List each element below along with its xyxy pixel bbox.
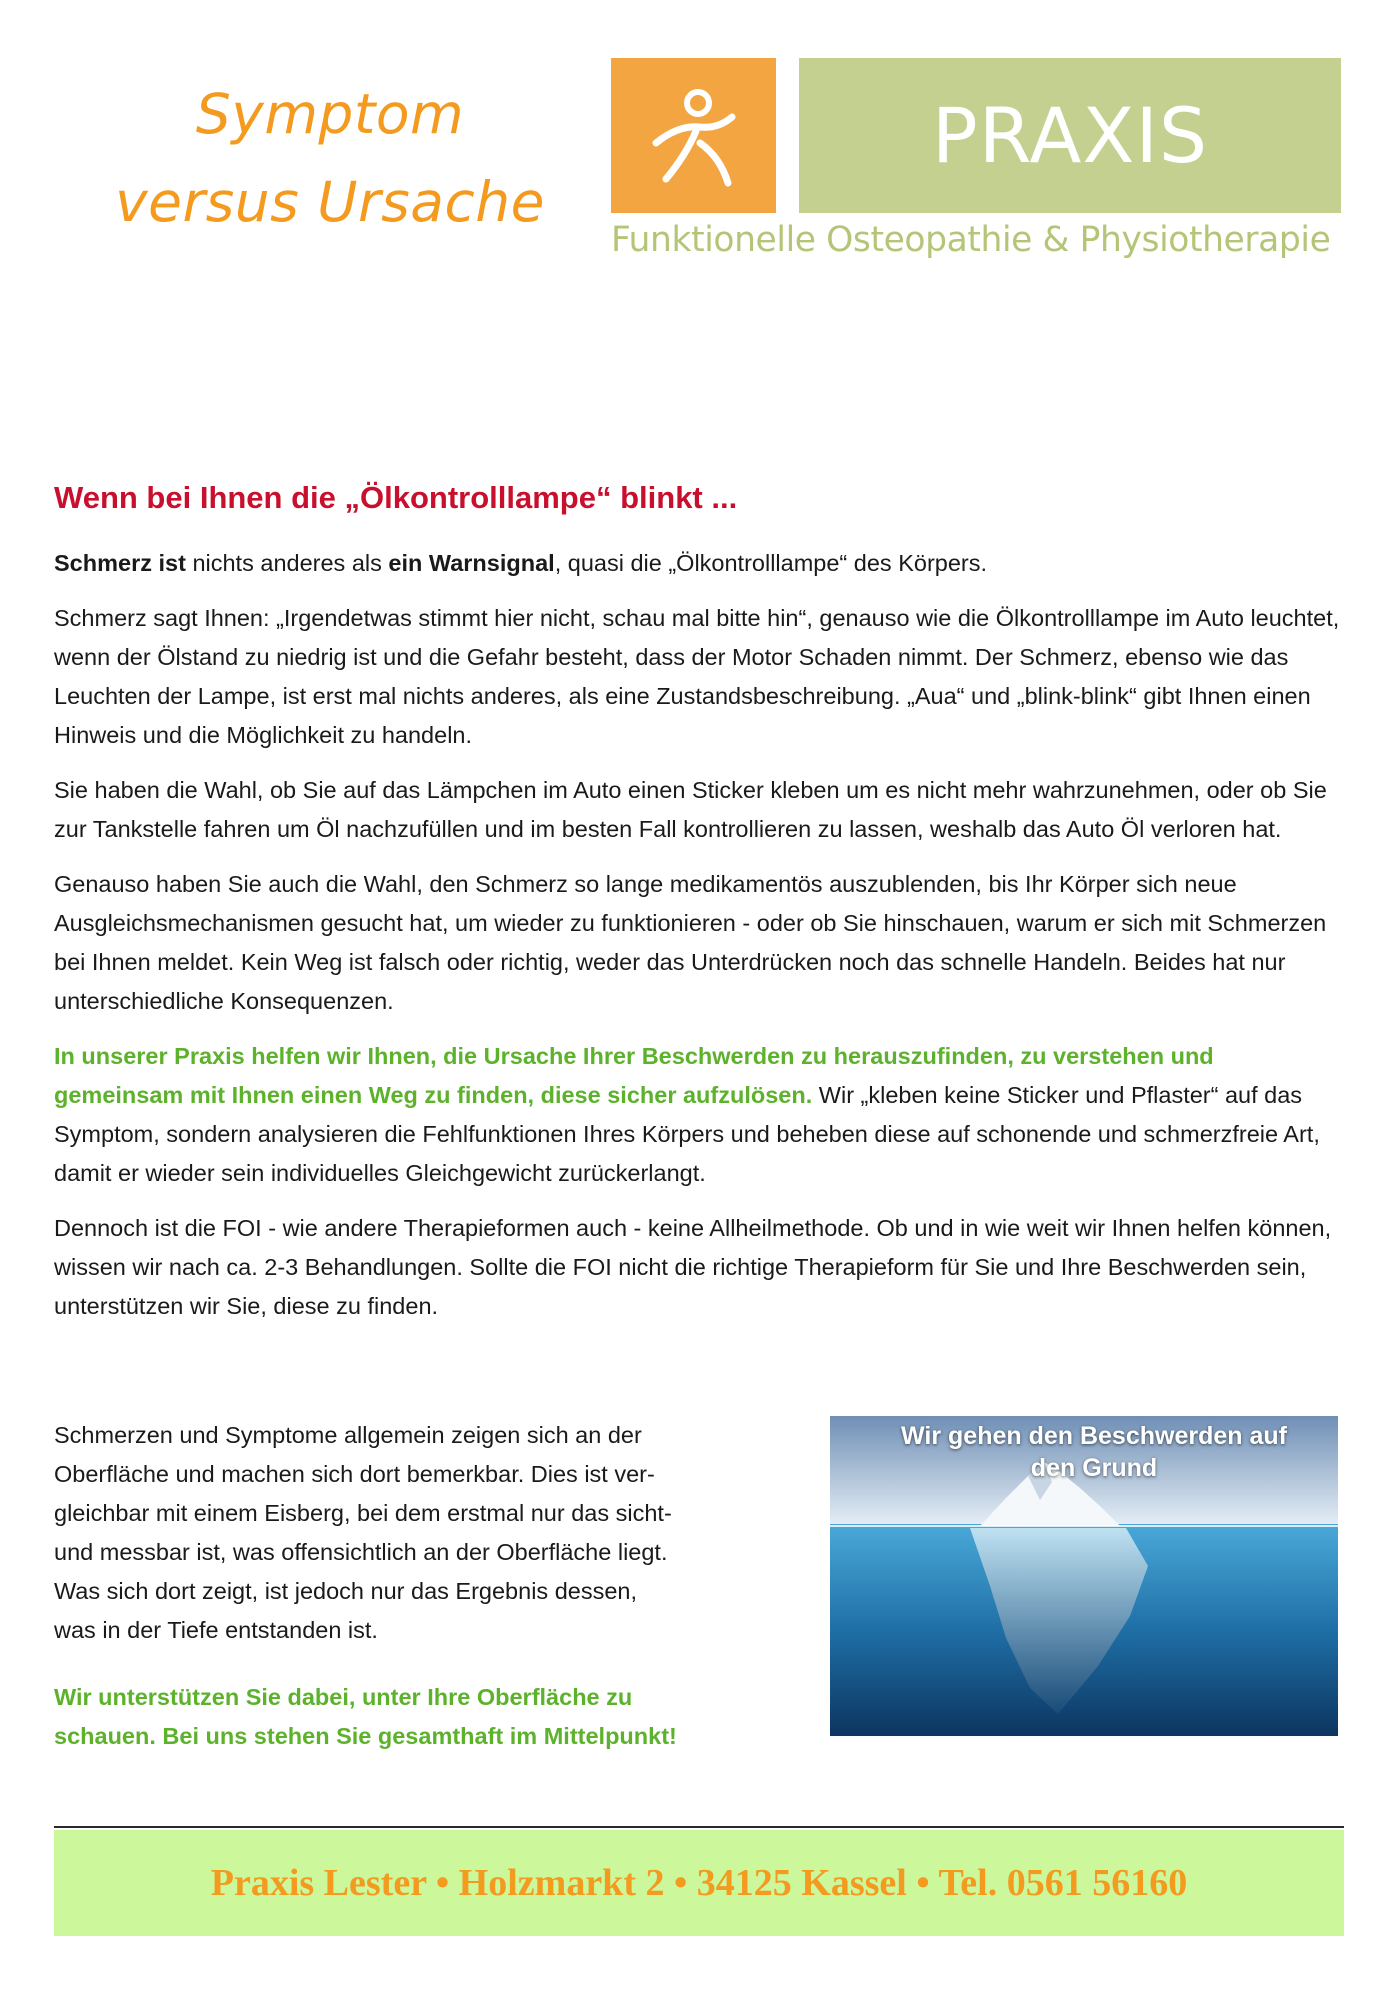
article (54, 480, 1344, 1342)
text-line: Was sich dort zeigt, ist jedoch nur das Ergebnis dessen, (54, 1578, 638, 1604)
highlight-text: In unserer Praxis helfen wir Ihnen, die Ursache Ihrer Beschwerden zu herauszufinden, zu verstehen und gemeinsam mit Ihnen einen Weg zu finden, diese sicher aufzulösen. (54, 1043, 1214, 1108)
text-line: Oberfläche und machen sich dort bemerkbar. Dies ist ver- (54, 1461, 655, 1487)
footer-contact: Praxis Lester • Holzmarkt 2 • 34125 Kassel • Tel. 0561 56160 (54, 1830, 1344, 1936)
text-line: schauen. Bei uns stehen Sie gesamthaft im Mittelpunkt! (54, 1723, 677, 1749)
green-closing-text (54, 1678, 814, 1756)
text-line: und messbar ist, was offensichtlich an der Oberfläche liegt. (54, 1539, 668, 1565)
iceberg-text (54, 1416, 774, 1650)
bold-text: ein Warnsignal (388, 550, 555, 576)
title-line-2: versus Ursache (115, 170, 545, 234)
caption-line: den Grund (1030, 1454, 1158, 1482)
text: nichts anderes als (185, 550, 389, 576)
paragraph-4: Genauso haben Sie auch die Wahl, den Schmerz so lange medikamentös auszublenden, bis Ihr Körper sich neue Ausgleichsmechanismen gesucht hat, um wieder zu funktionieren - oder ob Sie hinschauen, warum er sich mit Schmerzen bei Ihnen meldet. Kein Weg ist falsch oder richtig, weder das Unterdrücken noch das schnelle Handeln. Beides hat nur unterschiedliche Konsequenzen. (54, 871, 1327, 1014)
iceberg-caption (850, 1420, 1338, 1484)
text: , quasi die „Ölkontrolllampe“ des Körpers. (554, 550, 988, 576)
text-line: gleichbar mit einem Eisberg, bei dem erstmal nur das sicht- (54, 1500, 672, 1526)
paragraph-6: Dennoch ist die FOI - wie andere Therapieformen auch - keine Allheilmethode. Ob und in wie weit wir Ihnen helfen können, wissen wir nach ca. 2-3 Behandlungen. Sollte die FOI nicht die richtige Therapieform für Sie und Ihre Beschwerden sein, unterstützen wir Sie, diese zu finden. (54, 1215, 1332, 1319)
iceberg-section (54, 1416, 1344, 1756)
caption-line: Wir gehen den Beschwerden auf (901, 1422, 1287, 1450)
article-headline: Wenn bei Ihnen die „Ölkontrolllampe“ blinkt ... (54, 480, 738, 515)
text-line: Wir unterstützen Sie dabei, unter Ihre Oberfläche zu (54, 1684, 633, 1710)
footer-divider (54, 1826, 1344, 1828)
logo-tagline: Funktionelle Osteopathie & Physiotherapie (611, 220, 1331, 260)
bold-text: Schmerz ist (54, 550, 186, 576)
iceberg-image (830, 1416, 1338, 1736)
paragraph-1 (54, 544, 1344, 583)
running-figure-icon (648, 83, 740, 193)
text-line: Schmerzen und Symptome allgemein zeigen sich an der (54, 1422, 642, 1448)
text-line: was in der Tiefe entstanden ist. (54, 1617, 378, 1643)
title-line-1: Symptom (195, 82, 465, 146)
page-title (100, 70, 560, 246)
logo-orange-box (611, 58, 776, 213)
logo-name: PRAXIS LESTER (924, 91, 1216, 335)
paragraph-5 (54, 1037, 1344, 1193)
text: Wir „kleben keine Sticker und Pflaster“ auf das Symptom, sondern analysieren die Fehlfunktionen Ihres Körpers und beheben diese auf schonende und schmerzfreie Art, damit er wieder sein individuelles Gleichgewicht zurückerlangt. (54, 1082, 1320, 1186)
paragraph-3: Sie haben die Wahl, ob Sie auf das Lämpchen im Auto einen Sticker kleben um es nicht mehr wahrzunehmen, oder ob Sie zur Tankstelle fahren um Öl nachzufüllen und im besten Fall kontrollieren zu lassen, weshalb das Auto Öl verloren hat. (54, 777, 1327, 842)
paragraph-2: Schmerz sagt Ihnen: „Irgendetwas stimmt hier nicht, schau mal bitte hin“, genauso wie die Ölkontrolllampe im Auto leuchtet, wenn der Ölstand zu niedrig ist und die Gefahr besteht, dass der Motor Schaden nimmt. Der Schmerz, ebenso wie das Leuchten der Lampe, ist erst mal nichts anderes, als eine Zustandsbeschreibung. „Aua“ und „blink-blink“ gibt Ihnen einen Hinweis und die Möglichkeit zu handeln. (54, 605, 1340, 748)
